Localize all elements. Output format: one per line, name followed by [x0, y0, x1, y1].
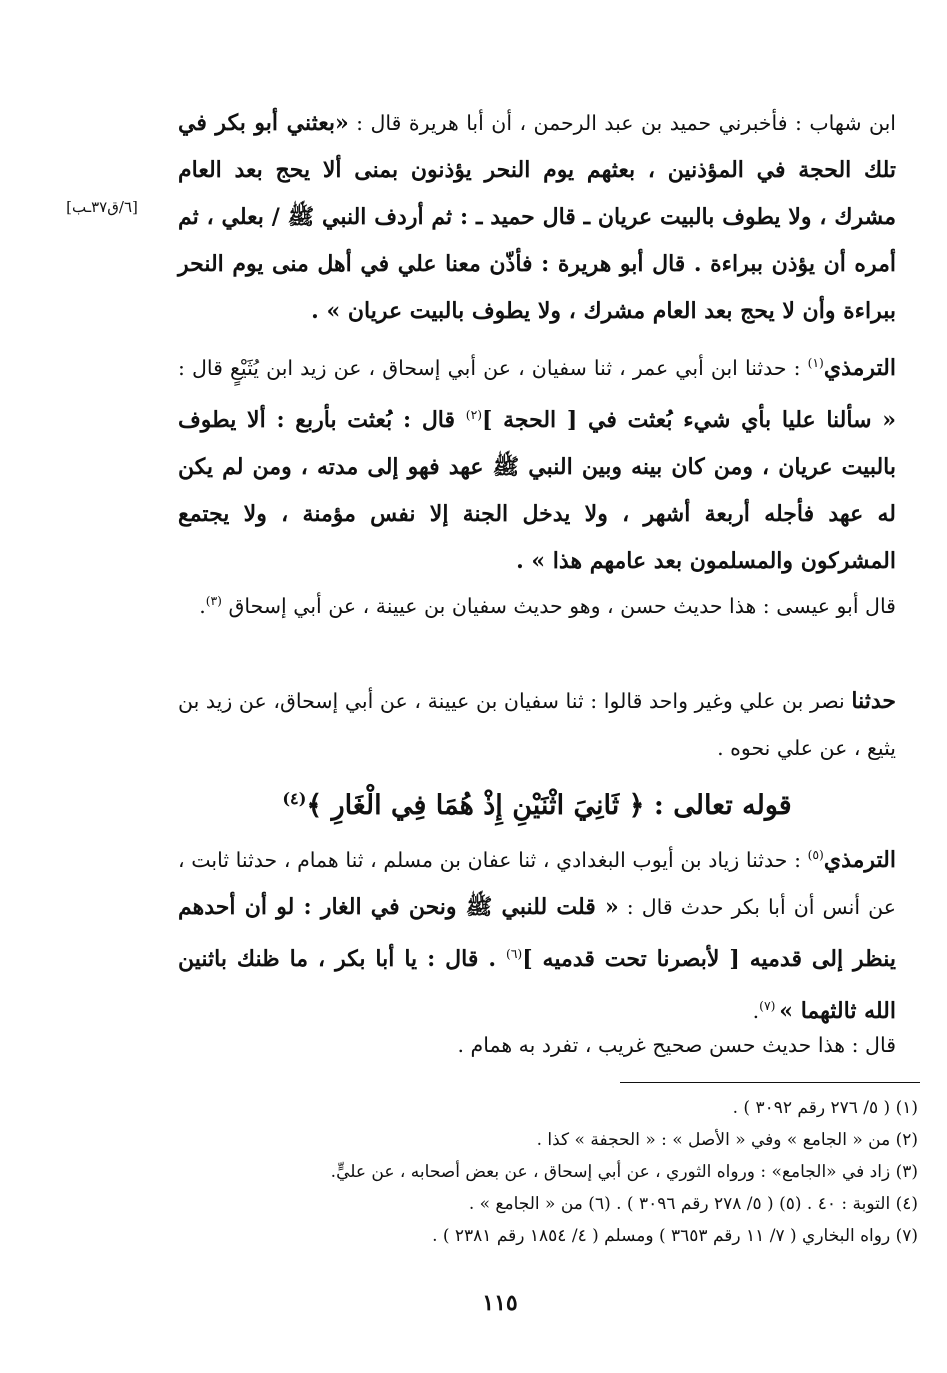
footnote-ref-3: (٣): [205, 594, 222, 608]
footnote-7: (٧) رواه البخاري ( ٧/ ١١ رقم ٣٦٥٣ ) ومسلم ( ٤/ ١٨٥٤ رقم ٢٣٨١ ) .: [432, 1226, 918, 1246]
paragraph-2-source: الترمذي: [823, 354, 896, 381]
paragraph-5-matn: « قلت للنبي ﷺ ونحن في الغار : لو أن أحدهم ينظر إلى قدميه [ لأبصرنا تحت قدميه ]: [178, 893, 896, 972]
footnote-ref-4: (٤): [282, 789, 307, 808]
footnote-ref-6: (٦): [505, 946, 523, 961]
paragraph-2-matn-cont: قال : بُعثت بأربع : ألا يطوف بالبيت عريان ، ومن كان بينه وبين النبي ﷺ عهد فهو إلى مدته ، ومن لم يكن له عهد فأجله أربعة أشهر ، ولا يدخل الجنة إلا نفس مؤمنة ، ولا يجتمع المشركون والمسلمون بعد عامهم هذا » .: [178, 406, 896, 574]
footnote-ref-7: (٧): [759, 998, 780, 1013]
paragraph-5-end: .: [752, 998, 760, 1023]
paragraph-abu-isa: [178, 578, 896, 630]
footnote-4-5-6: (٤) التوبة : ٤٠ . (٥) ( ٥/ ٢٧٨ رقم ٣٠٩٦ ) . (٦) من « الجامع » .: [468, 1194, 918, 1214]
paragraph-tirmidhi-ziyad: [178, 832, 896, 1034]
footnote-ref-5: (٥): [807, 848, 824, 862]
paragraph-nasr: [178, 678, 896, 772]
footnote-ref-2: (٢): [465, 407, 482, 422]
paragraph-5-chain: : حدثنا زياد بن أيوب البغدادي ، ثنا عفان بن مسلم ، ثنا همام ، حدثنا ثابت ، عن أنس أن أبا بكر حدث قال :: [178, 847, 896, 919]
paragraph-grading: قال : هذا حديث حسن صحيح غريب ، تفرد به همام .: [457, 1033, 896, 1057]
paragraph-1-normal: ابن شهاب : فأخبرني حميد بن عبد الرحمن ، أن أبا هريرة قال :: [348, 111, 897, 135]
page-number: ١١٥: [482, 1290, 518, 1316]
footnotes: [178, 1092, 918, 1252]
manuscript-folio-reference: [٦/ق٣٧ـب]: [66, 198, 138, 216]
paragraph-4-bold: حدثنا: [851, 688, 896, 714]
paragraph-4-text: نصر بن علي وغير واحد قالوا : ثنا سفيان بن عيينة ، عن أبي إسحاق، عن زيد بن يثيع ، عن علي نحوه .: [178, 689, 896, 760]
heading-text: قوله تعالى : ﴿ ثَانِيَ اثْنَيْنِ إِذْ هُمَا فِي الْغَارِ ﴾: [306, 790, 792, 821]
section-heading: [178, 774, 896, 831]
paragraph-tirmidhi-zayd: [178, 340, 896, 585]
paragraph-2-chain: : حدثنا ابن أبي عمر ، ثنا سفيان ، عن أبي إسحاق ، عن زيد ابن يُثَيْعٍ قال :: [178, 355, 808, 380]
paragraph-5-source: الترمذي: [823, 846, 896, 873]
paragraph-2-matn: « سألنا عليا بأي شيء بُعثت في [ الحجة ]: [482, 406, 896, 433]
footnote-ref-1: (١): [807, 356, 824, 370]
footnote-1: (١) ( ٥/ ٢٧٦ رقم ٣٠٩٢ ) .: [732, 1098, 918, 1118]
footnote-divider: [620, 1082, 920, 1083]
paragraph-3-text: قال أبو عيسى : هذا حديث حسن ، وهو حديث سفيان بن عيينة ، عن أبي إسحاق: [221, 593, 896, 618]
footnote-3: (٣) زاد في «الجامع» : ورواه الثوري ، عن أبي إسحاق ، عن بعض أصحابه ، عن عليٍّ.: [330, 1162, 918, 1182]
footnote-2: (٢) من « الجامع » وفي « الأصل » : « الحجفة » كذا .: [536, 1130, 918, 1150]
paragraph-1-bold: «بعثني أبو بكر في تلك الحجة في المؤذنين ، بعثهم يوم النحر يؤذنون بمنى ألا يحج بعد العام مشرك ، ولا يطوف بالبيت عريان ـ قال حميد ـ : ثم أردف النبي ﷺ / بعلي ، ثم أمره أن يؤذن ببراءة . قال أبو هريرة : فأذّن معنا علي في أهل منى يوم النحر ببراءة وأن لا يحج بعد العام مشرك ، ولا يطوف بالبيت عريان » .: [178, 110, 896, 324]
paragraph-5-matn-cont: . قال : يا أبا بكر ، ما ظنك باثنين الله ثالثهما »: [178, 945, 896, 1024]
paragraph-hadith-abu-hurayra: [178, 100, 896, 335]
paragraph-3-end: .: [199, 593, 206, 618]
